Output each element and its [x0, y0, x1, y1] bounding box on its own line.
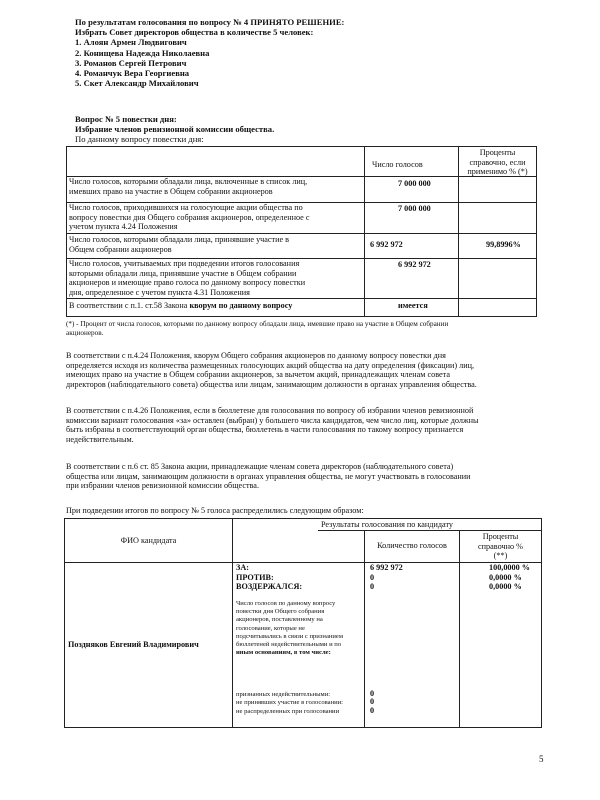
board-member: 2. Конищева Надежда Николаевна	[75, 47, 210, 58]
vote-options: ЗА: ПРОТИВ: ВОЗДЕРЖАЛСЯ:	[236, 563, 303, 592]
question-5-intro: По данному вопросу повестки дня:	[75, 134, 204, 145]
page-number: 5	[539, 754, 544, 764]
decision-4-heading: По результатам голосования по вопросу № 4 ПРИНЯТО РЕШЕНИЕ:	[75, 17, 345, 27]
vote-percents: 100,0000 % 0,0000 % 0,0000 %	[489, 563, 530, 592]
column-header-candidate: ФИО кандидата	[120, 536, 177, 545]
column-header-percent: Проценты справочно, если применимо % (*)	[467, 148, 528, 177]
table-row-label: Число голосов, которыми обладали лица, принявшие участие в Общем собрании акционеров	[69, 235, 290, 254]
paragraph-quorum: В соответствии с п.4.24 Положения, кворум Общего собрания акционеров по данному вопросу повестки дня определяется исходя из количества размещенных голосующих акций общества на дату определения (фиксации) лиц, имеющих право на участие в Общем собрании акционеров, за вычетом акций, принадлежащих членам совета директоров (наблюдательного совета) общества или лицам, занимающим должности в органах управления общества.	[66, 351, 477, 389]
column-header-votes: Число голосов	[372, 160, 423, 169]
board-member: 5. Скет Александр Михайлович	[75, 78, 199, 89]
column-header-percent: Проценты справочно % (**)	[478, 532, 523, 561]
quorum-label: В соответствии с п.1. ст.58 Закона кворум по данному вопросу	[69, 301, 293, 310]
question-5-title: Избрание членов ревизионной комиссии общества.	[75, 124, 275, 135]
board-member: 4. Романчук Вера Георгиевна	[75, 68, 190, 79]
column-header-results: Результаты голосования по кандидату	[320, 520, 454, 529]
distribution-intro: При подведении итогов по вопросу № 5 голоса распределились следующим образом:	[66, 506, 364, 515]
footnote: (*) - Процент от числа голосов, которыми по данному вопросу обладали лица, имевшие право на участие в Общем собрании акционеров.	[66, 320, 449, 337]
not-counted-items: признанных недействительными: не принявших участие в голосовании: не распределенных при голосовании	[236, 691, 343, 715]
board-member: 3. Романов Сергей Петрович	[75, 57, 187, 68]
table-row-votes: 7 000 000	[398, 179, 431, 188]
table-row-label: Число голосов, которыми обладали лица, включенные в список лиц, имевших право на участие в Общем собрании акционеров	[69, 177, 308, 196]
question-5-heading: Вопрос № 5 повестки дня:	[75, 114, 177, 124]
table-row-votes: 7 000 000	[398, 204, 431, 213]
decision-4-text: Избрать Совет директоров общества в количестве 5 человек:	[75, 27, 314, 38]
not-counted-values: 0 0 0	[370, 690, 375, 715]
not-counted-note: Число голосов по данному вопросу повестки дня Общего собрания акционеров, поставленному на голосование, которые не подсчитывались в связи с признанием бюллетеней недействительными и по иным основаниям, в том числе:	[236, 600, 344, 657]
quorum-value: имеется	[398, 301, 428, 310]
table-row-percent: 99,8996%	[486, 240, 521, 249]
table-row-label: Число голосов, приходившихся на голосующие акции общества по вопросу повестки дня Общего собрания акционеров, определенное с учетом пункта 4.24 Положения	[69, 203, 310, 232]
vote-counts: 6 992 972 0 0	[370, 563, 403, 592]
paragraph-shares: В соответствии с п.6 ст. 85 Закона акции, принадлежащие членам совета директоров (наблюдательного совета) общества или лицам, занимающим должности в органах управления общества, не могут участвовать в голосовании при избрании членов ревизионной комиссии общества.	[66, 462, 471, 491]
paragraph-ballot: В соответствии с п.4.26 Положения, если в бюллетене для голосования по вопросу об избрании членов ревизионной комиссии вариант голосования «за» оставлен (выбран) у большего числа кандидатов, чем число лиц, которые должны быть избраны в соответствующий орган общества, бюллетень в части голосования по такому вопросу признается недействительным.	[66, 406, 479, 444]
board-member: 1. Алоян Армен Людвигович	[75, 37, 187, 48]
column-header-votes: Количество голосов	[377, 541, 447, 550]
candidate-name: Поздняков Евгений Владимирович	[68, 640, 199, 649]
table-row-label: Число голосов, учитываемых при подведении итогов голосования которыми обладали лица, принявшие участие в Общем собрании акционеров и имеющие право голоса по данному вопросу повестки дня, определенное с учетом пункта 4.31 Положения	[69, 259, 306, 297]
table-row-votes: 6 992 972	[398, 260, 431, 269]
table-row-votes: 6 992 972	[370, 240, 403, 249]
